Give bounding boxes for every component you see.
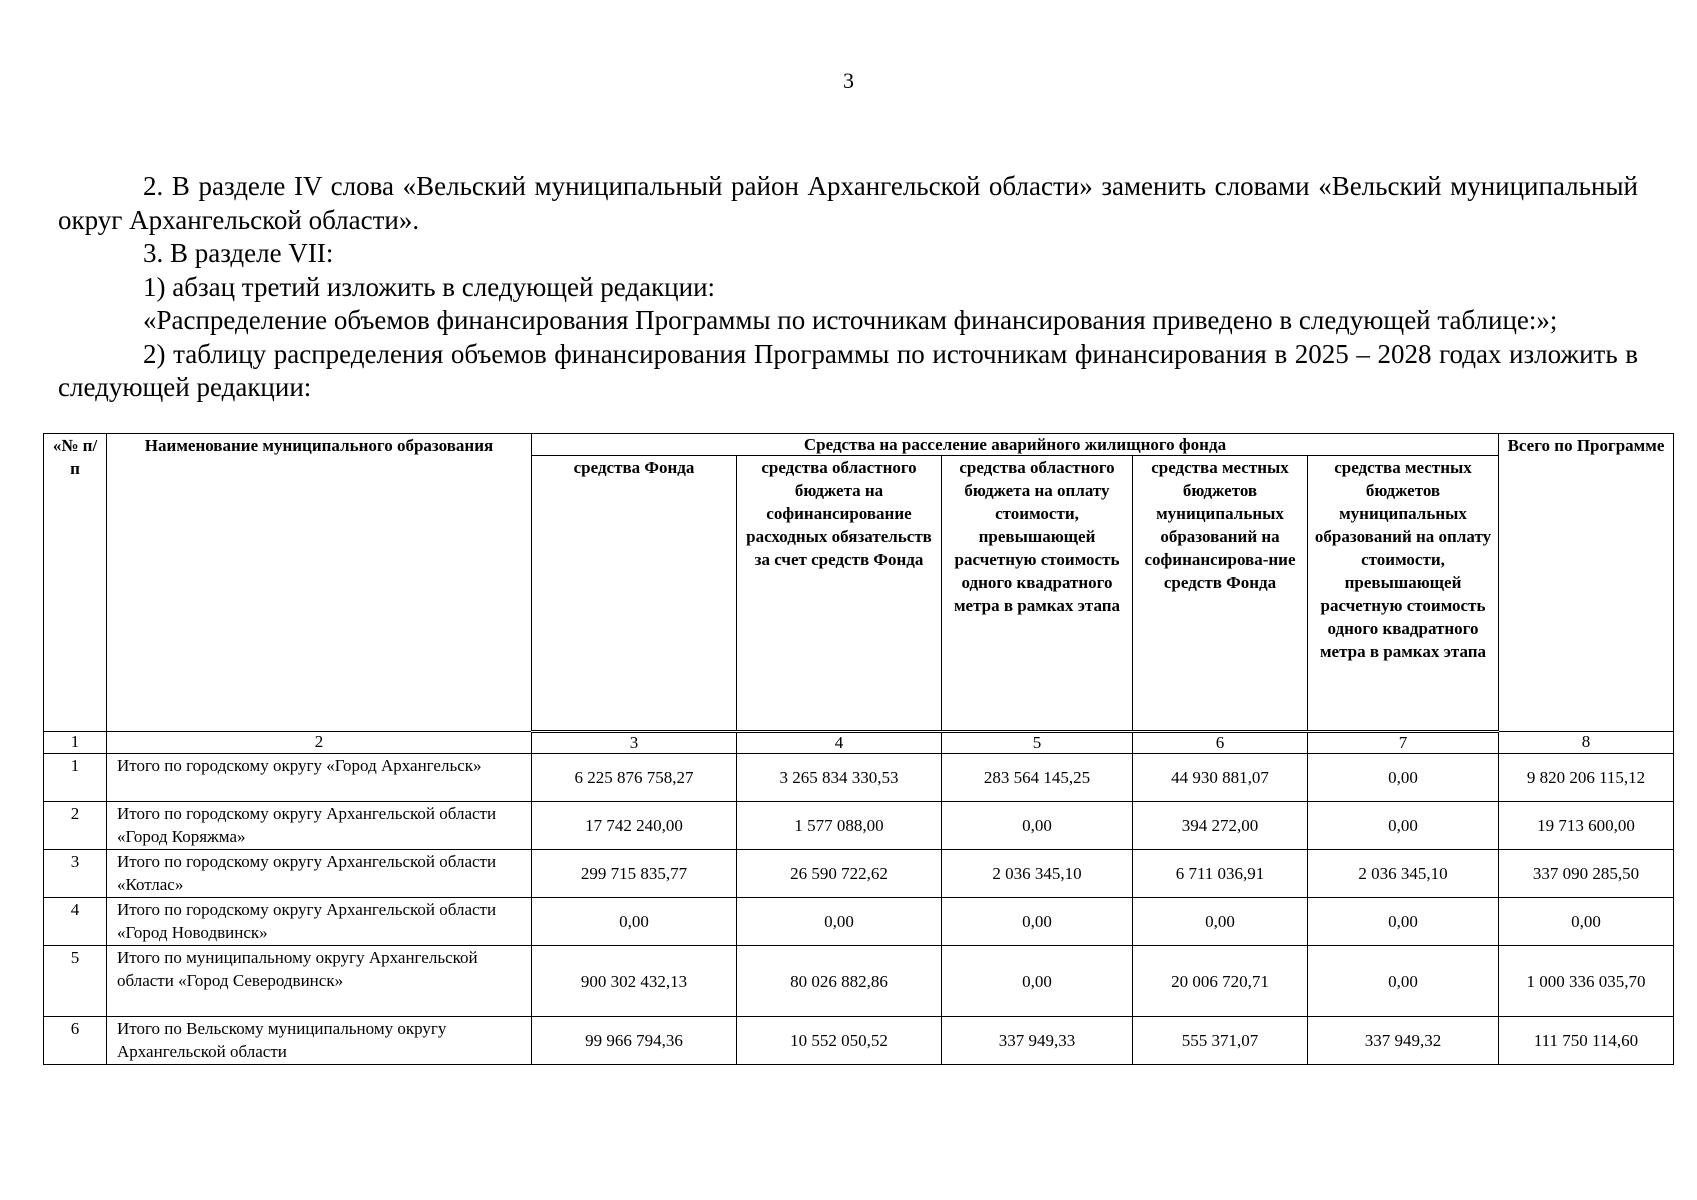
table-row	[44, 946, 1674, 1017]
header-fund: средства Фонда	[532, 456, 737, 732]
cell-total: 1 000 336 035,70	[1499, 946, 1674, 1017]
cell-regional-excess: 0,00	[942, 898, 1133, 946]
paragraph-item-2: 2) таблицу распределения объемов финансирования Программы по источникам финансирования в 2025 – 2028 годах изложить в следующей редакции:	[58, 338, 1638, 402]
cell-regional-cofinancing: 1 577 088,00	[737, 802, 942, 850]
cell-local-excess: 0,00	[1308, 754, 1499, 802]
header-regional-excess: средства областного бюджета на оплату стоимости, превышающей расчетную стоимость одного квадратного метра в рамках этапа	[942, 456, 1133, 732]
column-number: 2	[107, 732, 532, 754]
cell-local-excess: 337 949,32	[1308, 1017, 1499, 1065]
cell-regional-excess: 337 949,33	[942, 1017, 1133, 1065]
table-row	[44, 802, 1674, 850]
paragraph-section-vii: 3. В разделе VII:	[143, 238, 334, 268]
cell-fund: 299 715 835,77	[532, 850, 737, 898]
row-name: Итого по городскому округу «Город Архангельск»	[107, 754, 532, 802]
cell-total: 111 750 114,60	[1499, 1017, 1674, 1065]
column-number: 7	[1308, 732, 1499, 754]
cell-regional-cofinancing: 0,00	[737, 898, 942, 946]
cell-local-cofinancing: 20 006 720,71	[1133, 946, 1308, 1017]
header-local-excess: средства местных бюджетов муниципальных образований на оплату стоимости, превышающей расчетную стоимость одного квадратного метра в рамках этапа	[1308, 456, 1499, 732]
cell-local-cofinancing: 394 272,00	[1133, 802, 1308, 850]
row-number: 4	[44, 898, 107, 946]
cell-regional-excess: 0,00	[942, 802, 1133, 850]
table-row	[44, 754, 1674, 802]
row-number: 1	[44, 754, 107, 802]
document-body	[58, 170, 1638, 405]
cell-local-excess: 2 036 345,10	[1308, 850, 1499, 898]
row-number: 6	[44, 1017, 107, 1065]
cell-fund: 99 966 794,36	[532, 1017, 737, 1065]
cell-local-excess: 0,00	[1308, 802, 1499, 850]
cell-local-excess: 0,00	[1308, 946, 1499, 1017]
column-number: 1	[44, 732, 107, 754]
paragraph-section-iv: 2. В разделе IV слова «Вельский муниципальный район Архангельской области» заменить словами «Вельский муниципальный округ Архангельской области».	[58, 171, 1638, 235]
header-num: «№ п/п	[44, 434, 107, 732]
row-name: Итого по муниципальному округу Архангельской области «Город Северодвинск»	[107, 946, 532, 1017]
column-number: 8	[1499, 732, 1674, 754]
cell-total: 19 713 600,00	[1499, 802, 1674, 850]
header-total: Всего по Программе	[1499, 434, 1674, 732]
cell-regional-excess: 2 036 345,10	[942, 850, 1133, 898]
cell-regional-excess: 0,00	[942, 946, 1133, 1017]
table-row	[44, 1017, 1674, 1065]
cell-total: 9 820 206 115,12	[1499, 754, 1674, 802]
cell-regional-cofinancing: 26 590 722,62	[737, 850, 942, 898]
financing-table	[43, 433, 1674, 1065]
column-number: 4	[737, 732, 942, 754]
cell-regional-excess: 283 564 145,25	[942, 754, 1133, 802]
table-row	[44, 898, 1674, 946]
cell-local-excess: 0,00	[1308, 898, 1499, 946]
cell-fund: 17 742 240,00	[532, 802, 737, 850]
row-name: Итого по городскому округу Архангельской области «Город Коряжма»	[107, 802, 532, 850]
page-number: 3	[843, 68, 854, 93]
cell-local-cofinancing: 0,00	[1133, 898, 1308, 946]
cell-regional-cofinancing: 10 552 050,52	[737, 1017, 942, 1065]
column-number: 5	[942, 732, 1133, 754]
cell-fund: 6 225 876 758,27	[532, 754, 737, 802]
paragraph-item-1: 1) абзац третий изложить в следующей редакции:	[143, 271, 716, 302]
table-body	[44, 732, 1674, 1065]
cell-local-cofinancing: 44 930 881,07	[1133, 754, 1308, 802]
cell-total: 0,00	[1499, 898, 1674, 946]
cell-regional-cofinancing: 3 265 834 330,53	[737, 754, 942, 802]
column-number-row	[44, 732, 1674, 754]
cell-local-cofinancing: 555 371,07	[1133, 1017, 1308, 1065]
column-number: 6	[1133, 732, 1308, 754]
cell-fund: 0,00	[532, 898, 737, 946]
table-header	[44, 434, 1674, 732]
cell-total: 337 090 285,50	[1499, 850, 1674, 898]
row-name: Итого по городскому округу Архангельской области «Город Новодвинск»	[107, 898, 532, 946]
row-number: 3	[44, 850, 107, 898]
row-number: 2	[44, 802, 107, 850]
row-number: 5	[44, 946, 107, 1017]
column-number: 3	[532, 732, 737, 754]
header-name: Наименование муниципального образования	[107, 434, 532, 732]
cell-local-cofinancing: 6 711 036,91	[1133, 850, 1308, 898]
table-row	[44, 850, 1674, 898]
cell-fund: 900 302 432,13	[532, 946, 737, 1017]
cell-regional-cofinancing: 80 026 882,86	[737, 946, 942, 1017]
row-name: Итого по городскому округу Архангельской области «Котлас»	[107, 850, 532, 898]
row-name: Итого по Вельскому муниципальному округу Архангельской области	[107, 1017, 532, 1065]
header-regional-cofinancing: средства областного бюджета на софинансирование расходных обязательств за счет средств Фонда	[737, 456, 942, 732]
header-group: Средства на расселение аварийного жилищного фонда	[532, 434, 1499, 456]
paragraph-quote: «Распределение объемов финансирования Программы по источникам финансирования приведено в следующей таблице:»;	[143, 305, 1558, 335]
header-local-cofinancing: средства местных бюджетов муниципальных образований на софинансирова-ние средств Фонда	[1133, 456, 1308, 732]
